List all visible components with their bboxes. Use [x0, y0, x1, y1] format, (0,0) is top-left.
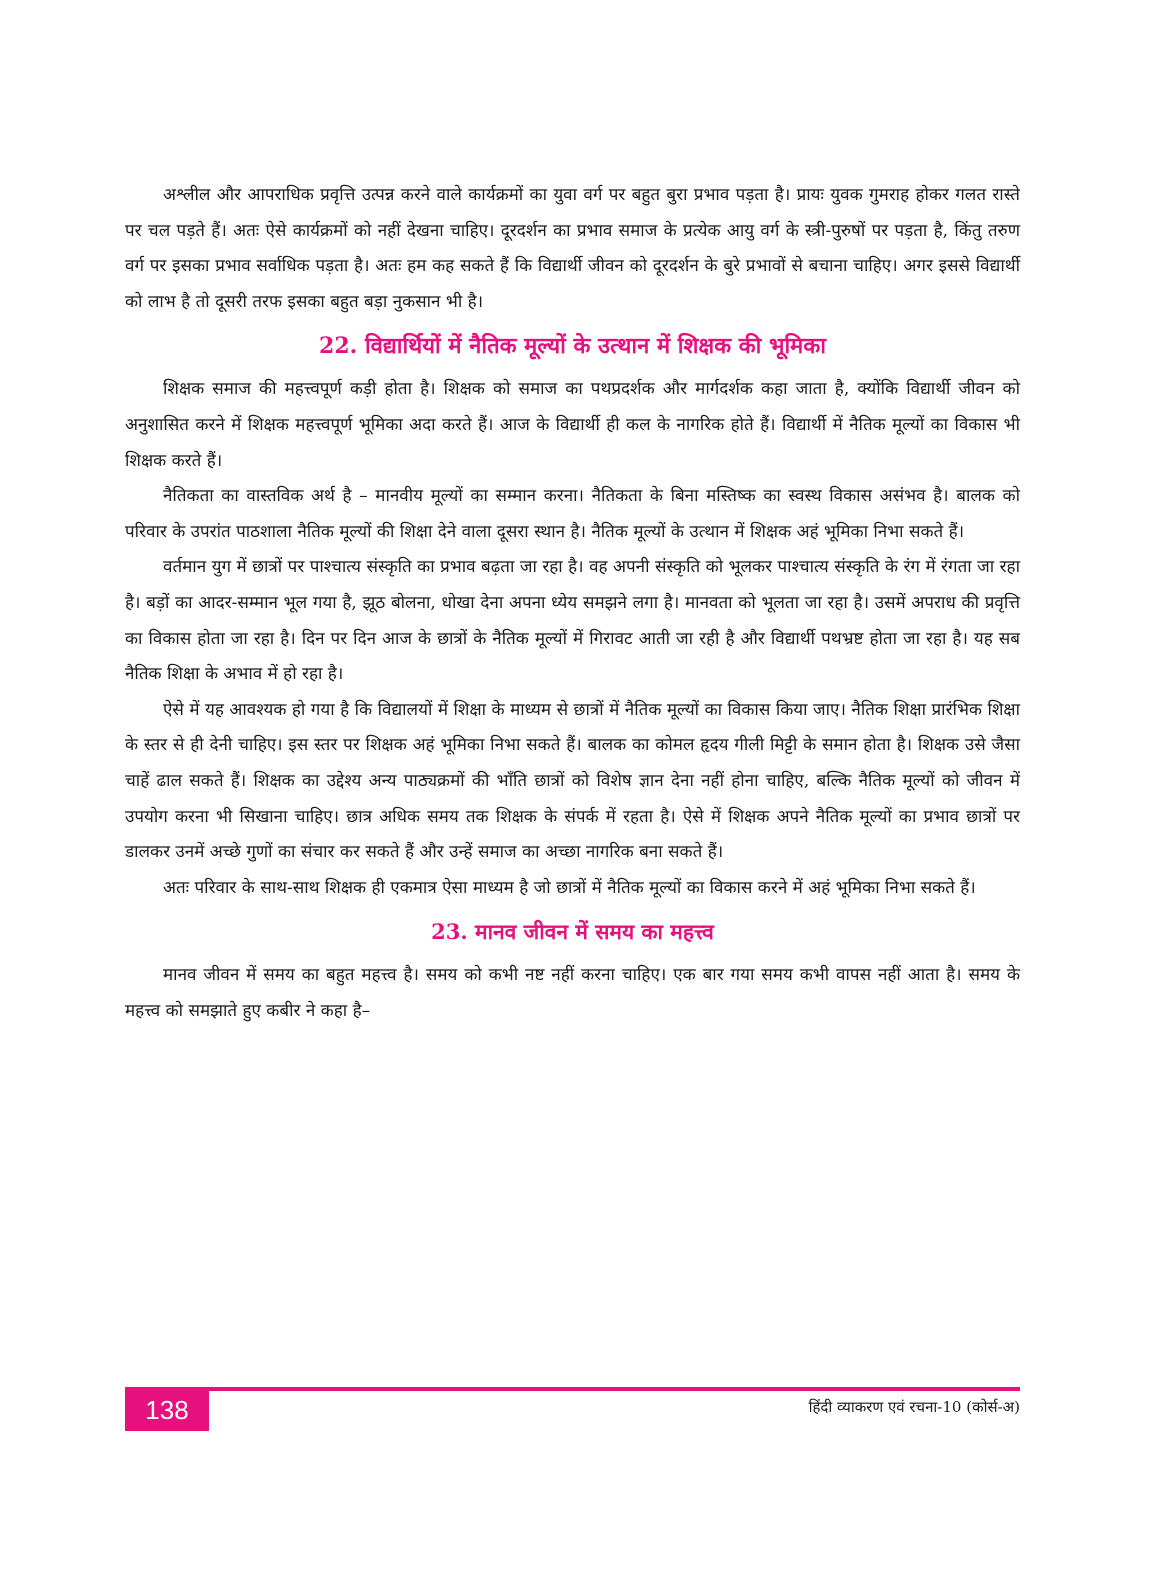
- page-number-badge: 138: [125, 1389, 209, 1431]
- section-22-paragraph-3: वर्तमान युग में छात्रों पर पाश्चात्य संस्कृति का प्रभाव बढ़ता जा रहा है। वह अपनी संस्कृति को भूलकर पाश्चात्य संस्कृति के रंग में रंगता जा रहा है। बड़ों का आदर-सम्मान भूल गया है, झूठ बोलना, धोखा देना अपना ध्येय समझने लगा है। मानवता को भूलता जा रहा है। उसमें अपराध की प्रवृत्ति का विकास होता जा रहा है। दिन पर दिन आज के छात्रों के नैतिक मूल्यों में गिरावट आती जा रही है और विद्यार्थी पथभ्रष्ट होता जा रहा है। यह सब नैतिक शिक्षा के अभाव में हो रहा है।: [125, 557, 1020, 685]
- section-23-paragraph-1: मानव जीवन में समय का बहुत महत्त्व है। समय को कभी नष्ट नहीं करना चाहिए। एक बार गया समय कभी वापस नहीं आता है। समय के महत्त्व को समझाते हुए कबीर ने कहा है–: [125, 965, 1020, 1021]
- section-22-paragraph-5: अतः परिवार के साथ-साथ शिक्षक ही एकमात्र ऐसा माध्यम है जो छात्रों में नैतिक मूल्यों का विकास करने में अहं भूमिका निभा सकते हैं।: [163, 877, 976, 898]
- section-22-paragraph-2: नैतिकता का वास्तविक अर्थ है – मानवीय मूल्यों का सम्मान करना। नैतिकता के बिना मस्तिष्क का स्वस्थ विकास असंभव है। बालक को परिवार के उपरांत पाठशाला नैतिक मूल्यों की शिक्षा देने वाला दूसरा स्थान है। नैतिक मूल्यों के उत्थान में शिक्षक अहं भूमिका निभा सकते हैं।: [125, 486, 1020, 542]
- book-title: हिंदी व्याकरण एवं रचना-10 (कोर्स-अ): [808, 1398, 1020, 1416]
- section-22-paragraph-1: शिक्षक समाज की महत्त्वपूर्ण कड़ी होता है। शिक्षक को समाज का पथप्रदर्शक और मार्गदर्शक कहा जाता है, क्योंकि विद्यार्थी जीवन को अनुशासित करने में शिक्षक महत्त्वपूर्ण भूमिका अदा करते हैं। आज के विद्यार्थी ही कल के नागरिक होते हैं। विद्यार्थी में नैतिक मूल्यों का विकास भी शिक्षक करते हैं।: [125, 379, 1020, 471]
- footer-rule: [125, 1387, 1020, 1391]
- section-22-paragraph-4: ऐसे में यह आवश्यक हो गया है कि विद्यालयों में शिक्षा के माध्यम से छात्रों में नैतिक मूल्यों का विकास किया जाए। नैतिक शिक्षा प्रारंभिक शिक्षा के स्तर से ही देनी चाहिए। इस स्तर पर शिक्षक अहं भूमिका निभा सकते हैं। बालक का कोमल हृदय गीली मिट्टी के समान होता है। शिक्षक उसे जैसा चाहें ढाल सकते हैं। शिक्षक का उद्देश्य अन्य पाठ्यक्रमों की भाँति छात्रों को विशेष ज्ञान देना नहीं होना चाहिए, बल्कि नैतिक मूल्यों को जीवन में उपयोग करना भी सिखाना चाहिए। छात्र अधिक समय तक शिक्षक के संपर्क में रहता है। ऐसे में शिक्षक अपने नैतिक मूल्यों का प्रभाव छात्रों पर डालकर उनमें अच्छे गुणों का संचार कर सकते हैं और उन्हें समाज का अच्छा नागरिक बना सकते हैं।: [125, 699, 1020, 863]
- intro-paragraph: अश्लील और आपराधिक प्रवृत्ति उत्पन्न करने वाले कार्यक्रमों का युवा वर्ग पर बहुत बुरा प्रभाव पड़ता है। प्रायः युवक गुमराह होकर गलत रास्ते पर चल पड़ते हैं। अतः ऐसे कार्यक्रमों को नहीं देखना चाहिए। दूरदर्शन का प्रभाव समाज के प्रत्येक आयु वर्ग के स्त्री-पुरुषों पर पड़ता है, किंतु तरुण वर्ग पर इसका प्रभाव सर्वाधिक पड़ता है। अतः हम कह सकते हैं कि विद्यार्थी जीवन को दूरदर्शन के बुरे प्रभावों से बचाना चाहिए। अगर इससे विद्यार्थी को लाभ है तो दूसरी तरफ इसका बहुत बड़ा नुकसान भी है।: [125, 185, 1020, 312]
- section-22-heading: 22. विद्यार्थियों में नैतिक मूल्यों के उत्थान में शिक्षक की भूमिका: [319, 333, 826, 360]
- page-content: [125, 178, 1020, 1029]
- section-23-heading: 23. मानव जीवन में समय का महत्त्व: [431, 919, 714, 945]
